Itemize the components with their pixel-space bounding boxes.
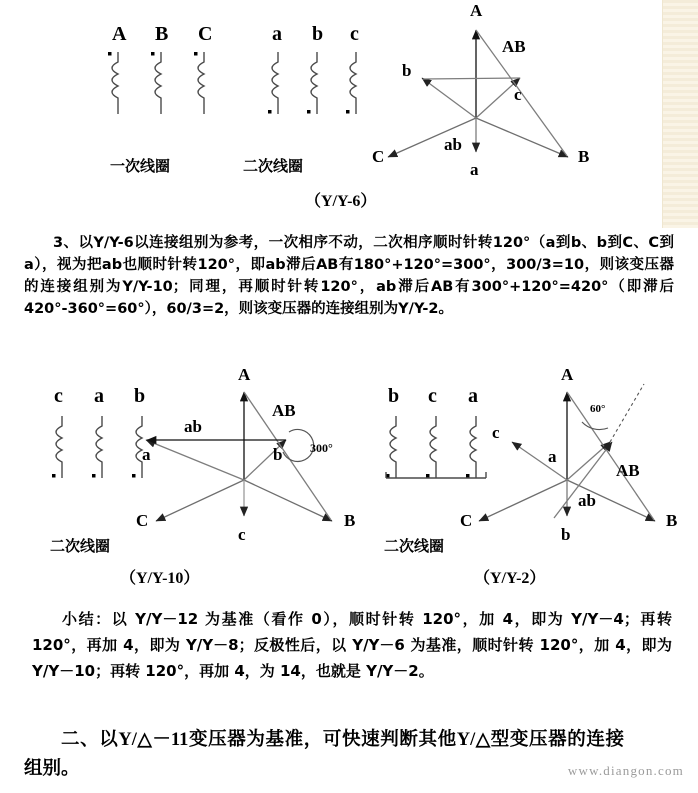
phasor2-label-AB: AB [272, 401, 296, 420]
figure3-caption: 二次线圈 [384, 537, 445, 555]
phasor3-label-c: c [492, 423, 500, 442]
phasor-label-ab: ab [444, 135, 462, 154]
winding2-label-1: c [54, 385, 63, 407]
phasor3-label-b: b [561, 525, 571, 544]
phasor-svg-yy10 [136, 365, 420, 556]
phasor2-label-B: B [344, 511, 356, 530]
phasor3-label-C: C [460, 511, 473, 530]
section2-text: 二、以Y/△－11变压器为基准，可快速判断其他Y/△型变压器的连接组别。 [24, 730, 624, 779]
summary-paragraph [32, 606, 672, 684]
figure2-caption: 二次线圈 [50, 537, 111, 555]
phasor3-label-a: a [548, 447, 557, 466]
phasor3-label-A: A [561, 365, 574, 384]
winding3-label-3: a [468, 385, 478, 407]
vector3-c [512, 442, 567, 480]
figure2-phasor-caption: （Y/Y-10） [120, 570, 200, 587]
winding-label-B: B [155, 23, 169, 45]
winding2-label-3: b [134, 385, 146, 407]
phasor2-label-ab: ab [184, 417, 202, 436]
phasor2-angle-label: 300° [310, 441, 333, 455]
figure1-primary-caption: 一次线圈 [110, 157, 171, 175]
summary-text: 小结：以 Y/Y－12 为基准（看作 0），顺时针转 120°，加 4，即为 Y/Y－4；再转 120°，再加 4，即为 Y/Y－8；反极性后，以 Y/Y－6 为基准，顺时针转 120°，加 4，即为 Y/Y－10；再转 120°，再加 4，为 14，也就是 Y/Y－2。 [32, 610, 672, 680]
winding-label-c: c [350, 23, 359, 45]
phasor-label-b: b [402, 61, 412, 80]
phasor-label-c: c [514, 85, 522, 104]
winding-label-a: a [272, 23, 282, 45]
figure3-phasor-diagram [460, 365, 696, 556]
phasor3-angle-label: 60° [590, 403, 606, 415]
phasor-label-A: A [470, 1, 483, 20]
vector3-a [567, 442, 610, 480]
phasor3-label-B: B [666, 511, 678, 530]
winding3-label-1: b [388, 385, 400, 407]
figure1-phasor-diagram [372, 0, 670, 200]
phasor2-label-A: A [238, 365, 251, 384]
winding-label-b: b [312, 23, 324, 45]
angle-arc-60 [582, 422, 608, 430]
winding-label-C: C [198, 23, 213, 45]
phasor-svg-yy6 [372, 0, 670, 200]
winding3-label-2: c [428, 385, 437, 407]
phasor-label-a: a [470, 160, 479, 179]
paragraph-3-text: 3、以Y/Y-6以连接组别为参考，一次相序不动，二次相序顺时针转120°（a到b、b到C、C到a），视为把ab也顺时针转120°，即ab滞后AB有180°+120°=300°，300/3=10，则该变压器的连接组别为Y/Y-10；同理，再顺时针转120°，ab滞后AB有300°+120°=420°（即滞后420°-360°=60°），60/3=2，则该变压器的连接组别为Y/Y-2。 [24, 235, 674, 317]
winding2-label-2: a [94, 385, 104, 407]
phasor2-label-a: a [142, 445, 151, 464]
vector2-C [156, 480, 244, 521]
vector-ab [423, 78, 520, 79]
vector3-C [479, 480, 567, 521]
section2-heading [24, 726, 624, 784]
paragraph-3 [24, 232, 674, 320]
phasor-svg-yy2 [460, 365, 696, 556]
vector2-B [244, 480, 332, 521]
phasor-label-C: C [372, 147, 385, 166]
phasor3-label-AB: AB [616, 461, 640, 480]
phasor-label-AB: AB [502, 37, 526, 56]
vector2-a [146, 440, 244, 480]
coil-shapes [108, 52, 356, 114]
figure1-secondary-caption: 二次线圈 [243, 157, 304, 175]
phasor2-label-C: C [136, 511, 149, 530]
vector-b [422, 78, 476, 118]
vector-C [388, 118, 476, 157]
phasor-label-B: B [578, 147, 590, 166]
angle-dashed-line [610, 384, 644, 442]
figure2-phasor-diagram [136, 365, 420, 556]
watermark: www.diangon.com [567, 763, 684, 778]
phasor2-label-b: b [273, 445, 283, 464]
winding-label-A: A [112, 23, 127, 45]
figure1-phasor-caption: （Y/Y-6） [305, 193, 377, 210]
phasor3-label-ab: ab [578, 491, 596, 510]
phasor2-label-c: c [238, 525, 246, 544]
figure3-phasor-caption: （Y/Y-2） [474, 570, 546, 587]
